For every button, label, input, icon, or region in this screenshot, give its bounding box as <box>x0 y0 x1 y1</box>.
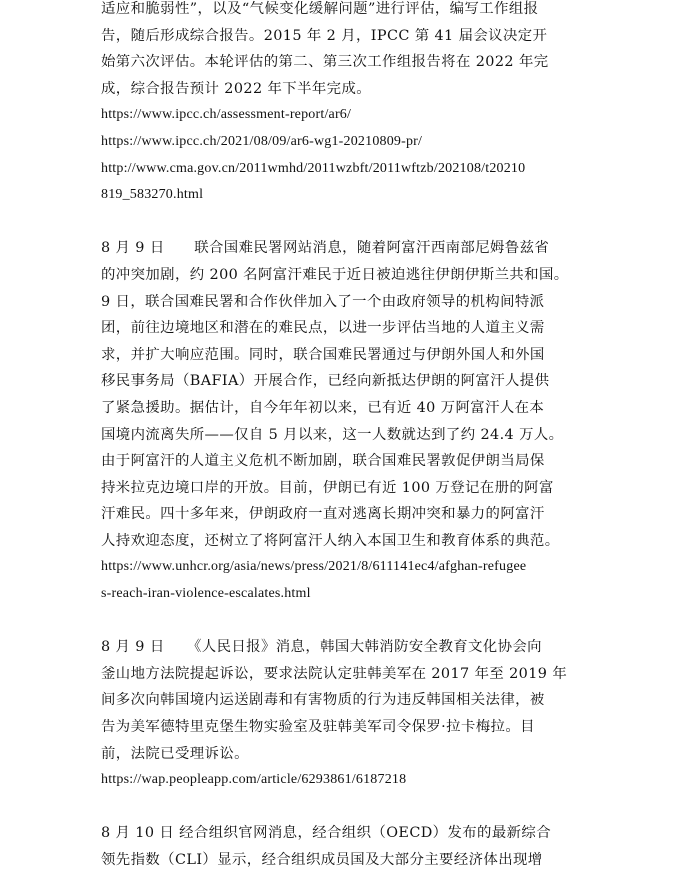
text-line: 移民事务局（BAFIA）开展合作，已经向新抵达伊朗的阿富汗人提供 <box>101 373 550 390</box>
text-line: 8 月 9 日 《人民日报》消息，韩国大韩消防安全教育文化协会向 <box>101 639 542 656</box>
text-line: 求，并扩大响应范围。同时，联合国难民署通过与伊朗外国人和外国 <box>101 346 545 363</box>
text-line: 8 月 10 日 经合组织官网消息，经合组织（OECD）发布的最新综合 <box>101 825 551 842</box>
text-line: 人持欢迎态度，还树立了将阿富汗人纳入本国卫生和教育体系的典范。 <box>101 532 560 549</box>
source-url: https://wap.peopleapp.com/article/6293861/6187218 <box>101 772 407 788</box>
entry-ipcc <box>101 0 577 209</box>
paragraph-gap <box>101 608 577 635</box>
source-url: 819_583270.html <box>101 187 204 203</box>
source-url: https://www.unhcr.org/asia/news/press/2021/8/611141ec4/afghan-refugee <box>101 559 527 575</box>
text-line: 领先指数（CLI）显示，经合组织成员国及大部分主要经济体出现增 <box>101 852 543 868</box>
text-line: 釜山地方法院提起诉讼，要求法院认定驻韩美军在 2017 年至 2019 年 <box>101 665 568 682</box>
text-line: 适应和脆弱性”，以及“气候变化缓解问题”进行评估，编写工作组报 <box>101 1 539 17</box>
text-line: 了紧急援助。据估计，自今年年初以来，已有近 40 万阿富汗人在本 <box>101 399 545 416</box>
text-line: 告，随后形成综合报告。2015 年 2 月，IPCC 第 41 届会议决定开 <box>101 27 548 44</box>
text-line: 持米拉克边境口岸的开放。目前，伊朗已有近 100 万登记在册的阿富 <box>101 479 554 496</box>
text-line: 成，综合报告预计 2022 年下半年完成。 <box>101 80 372 97</box>
text-line: 汗难民。四十多年来，伊朗政府一直对逃离长期冲突和暴力的阿富汗 <box>101 506 545 523</box>
text-line: 团，前往边境地区和潜在的难民点，以进一步评估当地的人道主义需 <box>101 320 545 337</box>
text-line: 的冲突加剧，约 200 名阿富汗难民于近日被迫逃往伊朗伊斯兰共和国。 <box>101 266 569 283</box>
paragraph-gap <box>101 209 577 236</box>
entry-oecd <box>101 820 577 873</box>
text-line: 国境内流离失所——仅自 5 月以来，这一人数就达到了约 24.4 万人。 <box>101 426 564 443</box>
text-line: 间多次向韩国境内运送剧毒和有害物质的行为违反韩国相关法律，被 <box>101 692 545 709</box>
paragraph-gap <box>101 794 577 821</box>
source-url: https://www.ipcc.ch/assessment-report/ar6/ <box>101 107 352 123</box>
document-page <box>101 0 577 874</box>
text-line: 由于阿富汗的人道主义危机不断加剧，联合国难民署敦促伊朗当局保 <box>101 453 545 470</box>
entry-unhcr <box>101 235 577 607</box>
text-line: 9 日，联合国难民署和合作伙伴加入了一个由政府领导的机构间特派 <box>101 293 545 310</box>
text-line: 告为美军德特里克堡生物实验室及驻韩美军司令保罗·拉卡梅拉。目 <box>101 719 535 736</box>
entry-peoples-daily <box>101 634 577 794</box>
source-url: s-reach-iran-violence-escalates.html <box>101 586 311 602</box>
text-line: 8 月 9 日 联合国难民署网站消息，随着阿富汗西南部尼姆鲁兹省 <box>101 240 550 257</box>
text-line: 始第六次评估。本轮评估的第二、第三次工作组报告将在 2022 年完 <box>101 54 549 71</box>
source-url: https://www.ipcc.ch/2021/08/09/ar6-wg1-20210809-pr/ <box>101 133 423 149</box>
text-line: 前，法院已受理诉讼。 <box>101 745 249 762</box>
source-url: http://www.cma.gov.cn/2011wmhd/2011wzbft/2011wftzb/202108/t20210 <box>101 160 526 176</box>
